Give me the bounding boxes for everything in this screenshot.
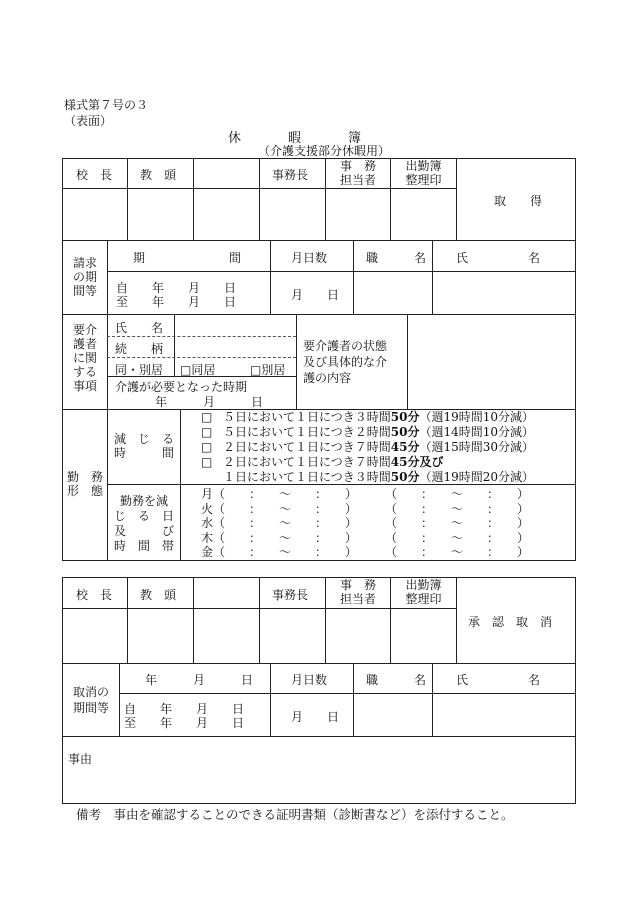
option-3[interactable]: □ ２日において１日につき７時間45分（週15時間30分減） bbox=[201, 440, 535, 454]
cancel-period-label: 取消の 期間等 bbox=[72, 685, 109, 715]
cancel-days-header: 月日数 bbox=[291, 673, 328, 687]
page-title: 休 暇 簿 bbox=[228, 131, 364, 146]
option-4[interactable]: □ ２日において１日につき７時間45分及び bbox=[201, 455, 444, 469]
reduction-options bbox=[201, 410, 534, 485]
acquired-label: 取 得 bbox=[494, 194, 543, 208]
cancel-position-header: 職 名 bbox=[366, 673, 427, 687]
side-label: （表面） bbox=[64, 114, 113, 128]
care-needed-date: 年 月 日 bbox=[155, 395, 264, 409]
slot-row-mon: 月（ ： 〜 ： ） （ ： 〜 ： ） bbox=[201, 487, 530, 501]
office-manager-label-2: 事務長 bbox=[272, 588, 309, 602]
form-lower bbox=[62, 577, 576, 804]
care-recipient-label: 要介 護者 に関 する 事項 bbox=[72, 323, 97, 393]
option-4-continued: １日において１日につき３時間50分（週19時間20分減） bbox=[223, 470, 535, 484]
principal-label-2: 校 長 bbox=[76, 588, 113, 602]
reason-label: 事由 bbox=[68, 752, 93, 766]
days-value: 月 日 bbox=[291, 288, 340, 302]
care-state-label: 要介護者の状態 及び具体的な介 護の内容 bbox=[303, 339, 388, 385]
care-needed-label: 介護が必要となった時期 bbox=[115, 380, 248, 394]
option-1[interactable]: □ ５日において１日につき３時間50分（週19時間10分減） bbox=[201, 410, 535, 424]
cancel-from: 自 年 月 日 bbox=[124, 702, 245, 716]
clerk-label: 事 務 担当者 bbox=[339, 159, 376, 187]
cancel-approval-label: 承 認 取 消 bbox=[468, 615, 553, 629]
form-number: 様式第７号の３ bbox=[64, 98, 149, 112]
office-manager-label: 事務長 bbox=[272, 168, 309, 182]
vice-principal-label-2: 教 頭 bbox=[140, 588, 177, 602]
period-from: 自 年 月 日 bbox=[116, 281, 237, 295]
remarks-note: 備考 事由を確認することのできる証明書類（診断書など）を添付すること。 bbox=[76, 807, 514, 822]
option-2[interactable]: □ ５日において１日につき２時間50分（週14時間10分減） bbox=[201, 425, 535, 439]
time-slots bbox=[201, 487, 529, 560]
days-and-times-label: 勤務を減 じ る 日 及 び 時 間 帯 bbox=[113, 494, 174, 553]
days-header: 月日数 bbox=[291, 251, 328, 265]
relationship-label: 続 柄 bbox=[115, 342, 164, 356]
work-pattern-label: 勤 務 形 態 bbox=[66, 470, 103, 498]
cancel-to: 至 年 月 日 bbox=[124, 716, 245, 730]
cancel-name-header: 氏 名 bbox=[456, 673, 541, 687]
position-header: 職 名 bbox=[366, 251, 427, 265]
slot-row-fri: 金（ ： 〜 ： ） （ ： 〜 ： ） bbox=[201, 545, 530, 559]
vice-principal-label: 教 頭 bbox=[140, 168, 177, 182]
attendance-seal-label-2: 出勤簿 整理印 bbox=[405, 578, 442, 606]
request-period-label: 請求 の期 間等 bbox=[72, 256, 97, 298]
principal-label: 校 長 bbox=[76, 168, 113, 182]
same-residence-checkbox[interactable]: □同居 bbox=[180, 363, 216, 377]
period-to: 至 年 月 日 bbox=[116, 295, 237, 309]
recipient-name-label: 氏 名 bbox=[115, 321, 164, 335]
name-header: 氏 名 bbox=[456, 251, 541, 265]
reduced-hours-label: 減 じ る 時 間 bbox=[113, 432, 174, 460]
clerk-label-2: 事 務 担当者 bbox=[339, 578, 376, 606]
cancel-date-header: 年 月 日 bbox=[145, 673, 254, 687]
separate-residence-checkbox[interactable]: □別居 bbox=[250, 363, 286, 377]
slot-row-tue: 火（ ： 〜 ： ） （ ： 〜 ： ） bbox=[201, 501, 530, 516]
cancel-days-value: 月 日 bbox=[291, 710, 340, 724]
living-label: 同・別居 bbox=[115, 363, 164, 377]
slot-row-thu: 木（ ： 〜 ： ） （ ： 〜 ： ） bbox=[201, 530, 530, 545]
slot-row-wed: 水（ ： 〜 ： ） （ ： 〜 ： ） bbox=[201, 516, 530, 530]
page-subtitle: （介護支援部分休暇用） bbox=[258, 144, 391, 158]
attendance-seal-label: 出勤簿 整理印 bbox=[405, 159, 442, 187]
period-header: 期 間 bbox=[133, 251, 242, 265]
